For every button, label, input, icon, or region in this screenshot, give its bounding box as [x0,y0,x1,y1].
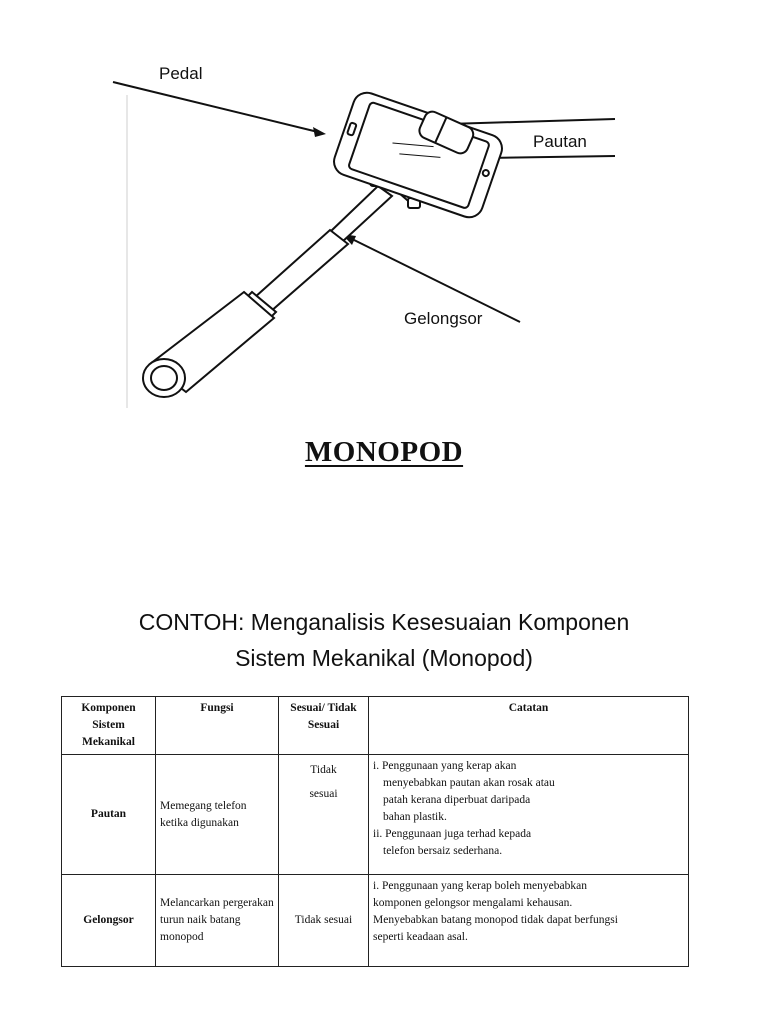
cell-komponen: Pautan [62,755,156,875]
label-gelongsor: Gelongsor [404,309,483,328]
header-komponen: Komponen Sistem Mekanikal [62,697,156,755]
header-catatan: Catatan [369,697,689,755]
note-line: telefon bersaiz sederhana. [383,845,503,857]
cell-sesuai [279,755,369,875]
sesuai-line: Tidak [310,764,337,776]
monopod-pole [143,186,392,397]
heading-line-1: CONTOH: Menganalisis Kesesuaian Komponen [138,609,630,635]
sesuai-line: sesuai [309,788,338,800]
table-row [62,755,689,875]
note-line: menyebabkan pautan akan rosak atau [383,777,555,789]
heading-line-2: Sistem Mekanikal (Monopod) [235,645,533,671]
header-fungsi: Fungsi [156,697,279,755]
table-row [62,875,689,967]
note-line: seperti keadaan asal. [373,931,468,943]
phone [330,89,505,221]
note-line: patah kerana diperbuat daripada [383,794,531,806]
pautan-line-top [448,119,615,124]
diagram-title-text: MONOPOD [304,436,464,468]
note-line: Menyebabkan batang monopod tidak dapat berfungsi [373,914,618,926]
cell-fungsi: Memegang telefon ketika digunakan [156,755,279,875]
pedal-arrow [113,82,326,137]
cell-catatan [369,755,689,875]
cell-fungsi: Melancarkan pergerakan turun naik batang monopod [156,875,279,967]
analysis-table [61,696,689,967]
monopod-illustration [0,0,768,420]
sesuai-line: Tidak sesuai [294,914,353,926]
cell-catatan [369,875,689,967]
table-header-row [62,697,689,755]
header-sesuai: Sesuai/ Tidak Sesuai [279,697,369,755]
pautan-line-bottom [486,156,615,158]
label-pedal: Pedal [159,64,203,83]
note-line: bahan plastik. [383,811,447,823]
cell-komponen: Gelongsor [62,875,156,967]
diagram-title [0,436,768,469]
note-line: ii. Penggunaan juga terhad kepada [373,828,532,840]
cell-sesuai [279,875,369,967]
note-line: i. Penggunaan yang kerap akan [373,760,517,772]
label-pautan: Pautan [533,132,587,151]
note-line: i. Penggunaan yang kerap boleh menyebabkan [373,880,587,892]
note-line: komponen gelongsor mengalami kehausan. [373,897,573,909]
